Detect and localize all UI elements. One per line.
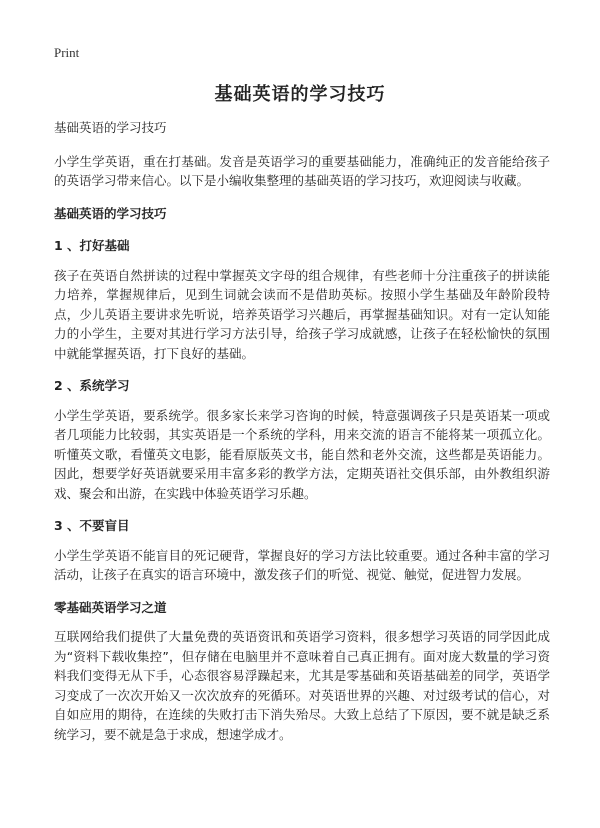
print-link[interactable]: Print bbox=[54, 45, 80, 60]
item-heading: 1 、打好基础 bbox=[54, 238, 130, 253]
page-title: 基础英语的学习技巧 bbox=[214, 84, 386, 105]
article-subtitle: 基础英语的学习技巧 bbox=[54, 120, 167, 135]
article-body bbox=[54, 118, 550, 744]
item-paragraph: 孩子在英语自然拼读的过程中掌握英文字母的组合规律，有些老师十分注重孩子的拼读能力培养，掌握规律后，见到生词就会读而不是借助英标。按照小学生基础及年龄阶段特点，少儿英语主要讲求先听说，培养英语学习兴趣后，再掌握基础知识。对有一定认知能力的小学生，主要对其进行学习方法引导，给孩子学习成就感，让孩子在轻松愉快的氛围中就能掌握英语，打下良好的基础。 bbox=[54, 267, 550, 361]
section-heading: 基础英语的学习技巧 bbox=[54, 205, 167, 221]
section-paragraph: 互联网给我们提供了大量免费的英语资讯和英语学习资料，很多想学习英语的同学因此成为“资料下载收集控”，但存储在电脑里并不意味着自己真正拥有。面对庞大数量的学习资料我们变得无从下手，心态很容易浮躁起来，尤其是零基础和英语基础差的同学，英语学习变成了一次次开始又一次次放弃的死循环。对英语世界的兴趣、对过级考试的信心，对自如应用的期待，在连续的失败打击下消失殆尽。大致上总结了下原因，要不就是缺乏系统学习，要不就是急于求成，想速学成才。 bbox=[54, 629, 550, 742]
item-paragraph: 小学生学英语，要系统学。很多家长来学习咨询的时候，特意强调孩子只是英语某一项或者几项能力比较弱，其实英语是一个系统的学科，用来交流的语言不能将某一项孤立化。听懂英文歌，看懂英文电影，能看原版英文书，能自然和老外交流，这些都是英语能力。因此，想要学好英语就要采用丰富多彩的教学方法，定期英语社交俱乐部，由外教组织游戏、聚会和出游，在实践中体验英语学习乐趣。 bbox=[54, 407, 550, 501]
item-heading: 2 、系统学习 bbox=[54, 378, 130, 393]
item-paragraph: 小学生学英语不能盲目的死记硬背，掌握良好的学习方法比较重要。通过各种丰富的学习活动，让孩子在真实的语言环境中，激发孩子们的听觉、视觉、触觉，促进智力发展。 bbox=[54, 547, 550, 582]
intro-paragraph: 小学生学英语，重在打基础。发音是英语学习的重要基础能力，准确纯正的发音能给孩子的英语学习带来信心。以下是小编收集整理的基础英语的学习技巧，欢迎阅读与收藏。 bbox=[54, 153, 550, 188]
item-heading: 3 、不要盲目 bbox=[54, 518, 130, 533]
section-heading: 零基础英语学习之道 bbox=[54, 599, 167, 615]
